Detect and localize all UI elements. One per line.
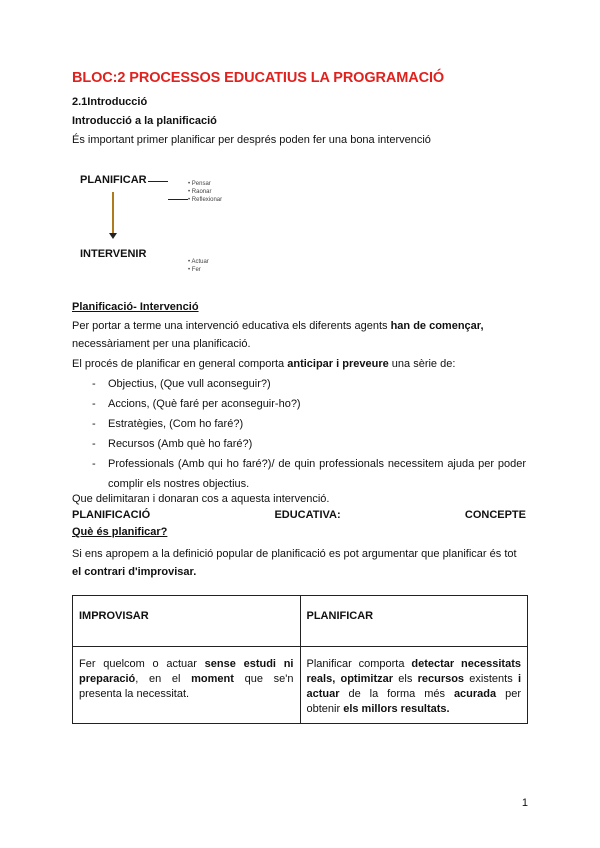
concept-word: PLANIFICACIÓ	[72, 509, 151, 521]
plan-intervene-diagram	[72, 170, 272, 280]
list-item: - Estratègies, (Com ho faré?)	[92, 414, 526, 434]
page-title: BLOC:2 PROCESSOS EDUCATIUS LA PROGRAMACIÓ	[72, 70, 445, 86]
concept-word: EDUCATIVA:	[274, 509, 341, 521]
planning-list	[92, 374, 526, 494]
arrow-down-icon	[109, 233, 117, 239]
diagram-plan-item: • Raonar	[188, 189, 212, 195]
table-cell-planificar: Planificar comporta detectar necessitats reals, optimitzar els recursos existents i actuar de la forma més acurada per obtenir els millors resultats.	[300, 647, 528, 724]
diagram-planificar-label: PLANIFICAR	[80, 174, 147, 186]
diagram-intervenir-label: INTERVENIR	[80, 248, 147, 260]
table-header-planificar: PLANIFICAR	[300, 596, 528, 647]
list-item: - Professionals (Amb qui ho faré?)/ de quin professionals necessitem ajuda per poder complir els nostres objectius.	[92, 454, 526, 494]
diagram-connector-line	[148, 181, 168, 182]
page-number: 1	[521, 797, 528, 809]
diagram-arrow-line	[112, 192, 114, 234]
question-heading: Què és planificar?	[72, 526, 168, 538]
paragraph-definicio: Si ens apropem a la definició popular de planificació es pot argumentar que planificar és tot el contrari d'improvisar.	[72, 548, 517, 578]
list-item: - Recursos (Amb què ho faré?)	[92, 434, 526, 454]
concept-heading	[72, 509, 526, 521]
diagram-plan-item: • Reflexionar	[188, 197, 223, 203]
diagram-plan-item: • Pensar	[188, 181, 211, 187]
heading-planificacio-intervencio: Planificació- Intervenció	[72, 301, 199, 313]
paragraph-agents: Per portar a terme una intervenció educativa els diferents agents han de començar, necessàriament per una planificació.	[72, 320, 484, 350]
table-header-row	[73, 596, 528, 647]
list-item: - Objectius, (Que vull aconseguir?)	[92, 374, 526, 394]
diagram-interv-item: • Actuar	[188, 259, 209, 265]
comparison-table	[72, 595, 528, 724]
subsection-heading: Introducció a la planificació	[72, 115, 217, 127]
diagram-connector-line-2	[168, 199, 188, 200]
table-header-improvisar: IMPROVISAR	[73, 596, 301, 647]
diagram-interv-item: • Fer	[188, 267, 201, 273]
list-item: - Accions, (Què faré per aconseguir-ho?)	[92, 394, 526, 414]
concept-word: CONCEPTE	[464, 509, 526, 521]
table-row	[73, 647, 528, 724]
section-heading: 2.1Introducció	[72, 96, 148, 108]
paragraph-proces: El procés de planificar en general comporta anticipar i preveure una sèrie de:	[72, 358, 456, 370]
intro-paragraph: És important primer planificar per després poden fer una bona intervenció	[72, 134, 431, 146]
paragraph-delimitaran: Que delimitaran i donaran cos a aquesta intervenció.	[72, 493, 330, 505]
table-cell-improvisar: Fer quelcom o actuar sense estudi ni preparació, en el moment que se'n presenta la necessitat.	[73, 647, 301, 724]
